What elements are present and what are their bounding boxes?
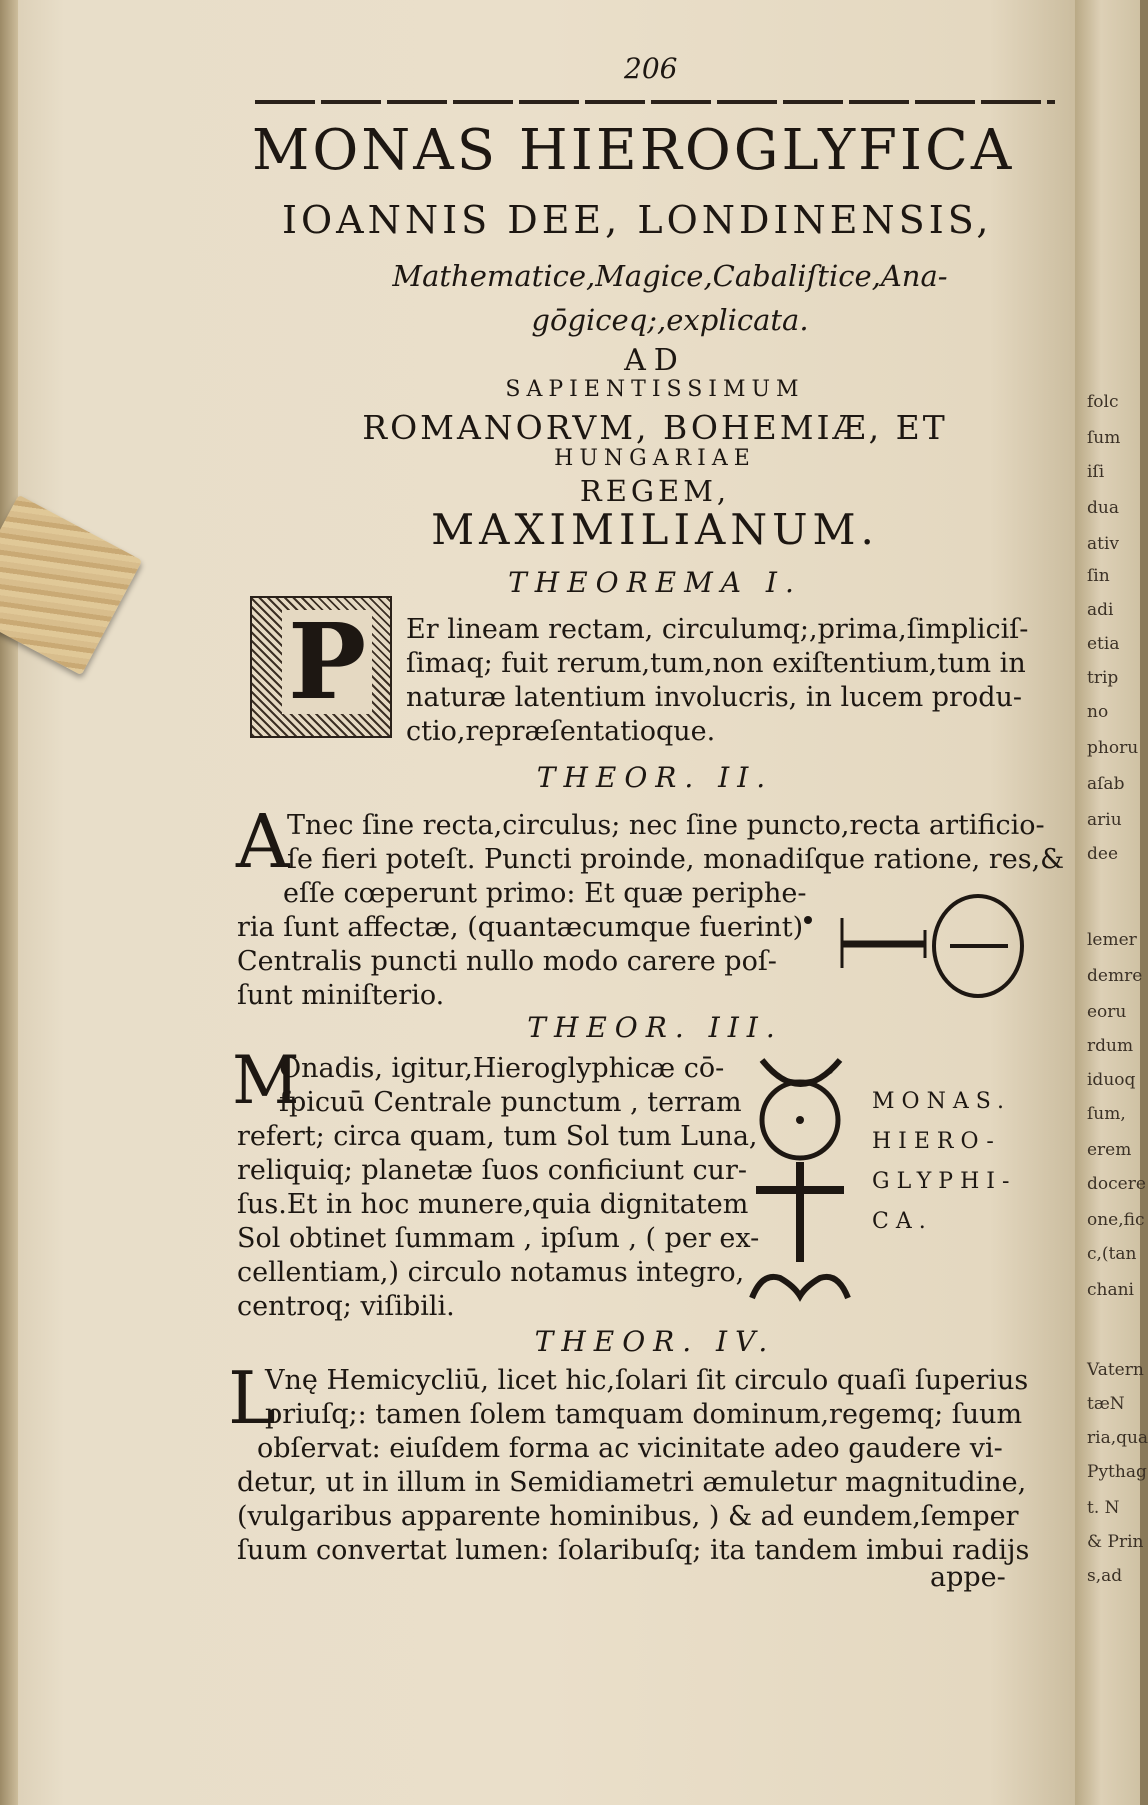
text-line: ſe fieri poteſt. Puncti proinde, monadiſque ratione, res,&	[287, 844, 1065, 875]
text-line: cellentiam,) circulo notamus integro,	[237, 1257, 745, 1288]
fragment: dee	[1087, 844, 1119, 864]
dedication-regem: REGEM,	[579, 474, 731, 508]
fragment: & Prin	[1087, 1532, 1144, 1552]
fragment: c,(tan	[1087, 1244, 1137, 1264]
fragment: ria,qua	[1087, 1428, 1148, 1448]
theorem-2-heading: THEOR. II.	[536, 761, 774, 794]
text-line: naturæ latentium involucris, in lucem produ-	[406, 682, 1023, 713]
fragment: erem	[1087, 1140, 1132, 1160]
label-line: CA.	[872, 1209, 933, 1234]
fragment: adi	[1087, 600, 1114, 620]
header-rule	[255, 100, 1055, 104]
page-title: MONAS HIEROGLYFICA	[252, 118, 1015, 183]
fragment: ſum,	[1087, 1104, 1126, 1124]
fragment: aſab	[1087, 774, 1125, 794]
fragment: dua	[1087, 498, 1119, 518]
dedication-sapientissimum: SAPIENTISSIMUM	[505, 377, 805, 402]
text-line: Er lineam rectam, circulumq;,prima,ſimpliciſ-	[406, 614, 1029, 645]
text-line: centroq; viſibili.	[237, 1291, 455, 1322]
subtitle-line: Mathematice,Magice,Cabaliſtice,Ana-	[392, 259, 948, 293]
fragment: ariu	[1087, 810, 1122, 830]
fragment: docere	[1087, 1174, 1146, 1194]
catchword: appe-	[930, 1562, 1006, 1593]
dedication-hungariae: HUNGARIAE	[554, 446, 756, 471]
label-line: MONAS.	[872, 1089, 1011, 1114]
fragment: iſi	[1087, 462, 1105, 482]
label-line: GLYPHI-	[872, 1169, 1017, 1194]
fragment: eoru	[1087, 1002, 1127, 1022]
text-line: ria ſunt affectæ, (quantæcumque fuerint)	[237, 912, 804, 943]
initial-letter: L	[228, 1356, 276, 1440]
subtitle	[350, 254, 990, 342]
fragment: folc	[1087, 392, 1119, 412]
text-line: ſuum convertat lumen: ſolaribuſq; ita tandem imbui radijs	[237, 1535, 1030, 1566]
monas-label	[872, 1082, 1016, 1242]
theorem-4-heading: THEOR. IV.	[534, 1325, 776, 1358]
text-line: refert; circa quam, tum Sol tum Luna,	[237, 1121, 758, 1152]
dedication-romanorum: ROMANORVM, BOHEMIÆ, ET	[362, 408, 948, 447]
bookmark-tab	[0, 495, 142, 676]
decorated-initial	[250, 596, 392, 738]
fragment: ativ	[1087, 534, 1120, 554]
text-line: ſimaq; fuit rerum,tum,non exiſtentium,tum in	[406, 648, 1026, 679]
book-spine	[0, 0, 18, 1805]
fragment: iduoq	[1087, 1070, 1136, 1090]
adjacent-page-edge	[1075, 0, 1148, 1805]
text-line: obſervat: eiuſdem forma ac vicinitate adeo gaudere vi-	[257, 1433, 1003, 1464]
subtitle-line: gōgiceq;,explicata.	[531, 303, 809, 337]
fragment: etia	[1087, 634, 1120, 654]
text-line: reliquiq; planetæ ſuos conficiunt cur-	[237, 1155, 747, 1186]
initial-letter: A	[236, 799, 290, 885]
fragment: rdum	[1087, 1036, 1134, 1056]
dedication-ad: AD	[624, 343, 686, 378]
text-line: ſus.Et in hoc munere,quia dignitatem	[237, 1189, 749, 1220]
initial-letter: P	[282, 610, 372, 714]
fragment: tæN	[1087, 1394, 1125, 1414]
text-line: ſpicuū Centrale punctum , terram	[279, 1087, 742, 1118]
fragment: no	[1087, 702, 1109, 722]
fragment: ſum	[1087, 428, 1121, 448]
fragment: Vatern	[1087, 1360, 1144, 1380]
text-line: detur, ut in illum in Semidiametri æmuletur magnitudine,	[237, 1467, 1027, 1498]
fragment: s,ad	[1087, 1566, 1123, 1586]
theorem-1-text	[406, 613, 1046, 749]
text-line: priuſq;: tamen ſolem tamquam dominum,regemq; ſuum	[265, 1399, 1023, 1430]
fragment: lemer	[1087, 930, 1137, 950]
fragment: ſin	[1087, 566, 1110, 586]
page-number: 206	[624, 52, 678, 85]
fragment: trip	[1087, 668, 1119, 688]
initial-letter: M	[232, 1042, 300, 1119]
text-line: Centralis puncti nullo modo carere poſ-	[237, 946, 777, 977]
fragment: Pythag	[1087, 1462, 1147, 1482]
fragment: t. N	[1087, 1498, 1120, 1518]
theorem-1-heading: THEOREMA I.	[508, 566, 802, 599]
text-line: Vnę Hemicycliū, licet hic,ſolari ſit circulo quaſi ſuperius	[265, 1365, 1029, 1396]
monas-hieroglyph-symbol	[740, 1050, 860, 1310]
theorem-3-heading: THEOR. III.	[527, 1011, 783, 1044]
text-line: (vulgaribus apparente hominibus, ) & ad eundem,ſemper	[237, 1501, 1019, 1532]
text-line: Onadis, igitur,Hieroglyphicæ cō-	[279, 1053, 725, 1084]
text-line: Tnec ſine recta,circulus; nec ſine puncto,recta artificio-	[287, 810, 1045, 841]
line-and-circle-figure	[800, 890, 1040, 1010]
text-line: Sol obtinet ſummam , ipſum , ( per ex-	[237, 1223, 760, 1254]
fragment: demre	[1087, 966, 1143, 986]
fragment: phoru	[1087, 738, 1139, 758]
dedication-maximilianum: MAXIMILIANUM.	[431, 505, 879, 554]
text-line: ſunt miniſterio.	[237, 980, 445, 1011]
fragment: one,fic	[1087, 1210, 1145, 1230]
theorem-4-text	[237, 1364, 1037, 1568]
text-line: eſſe cœperunt primo: Et quæ periphe-	[283, 878, 807, 909]
text-line: ctio,repræſentatioque.	[406, 716, 716, 747]
author-line: IOANNIS DEE, LONDINENSIS,	[282, 198, 993, 242]
fragment: chani	[1087, 1280, 1134, 1300]
label-line: HIERO-	[872, 1129, 1001, 1154]
theorem-3-text	[237, 1052, 760, 1324]
